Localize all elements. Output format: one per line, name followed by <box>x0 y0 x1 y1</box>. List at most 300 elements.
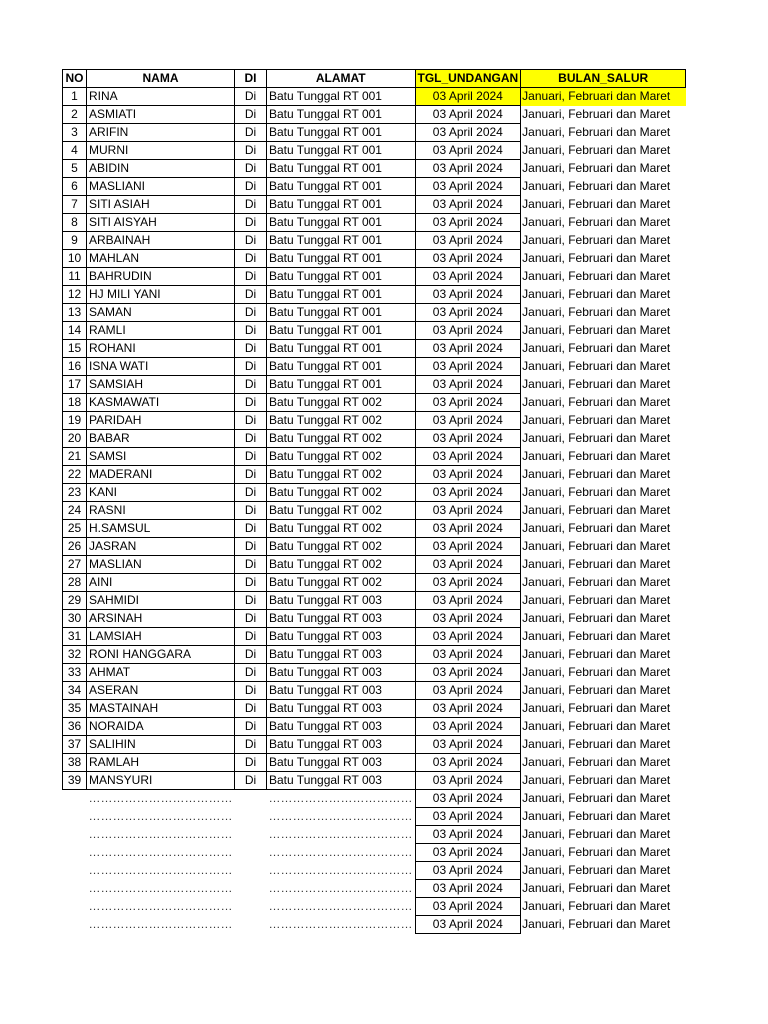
cell-alamat: Batu Tunggal RT 001 <box>267 250 416 268</box>
cell-tgl-undangan: 03 April 2024 <box>415 880 521 898</box>
cell-tgl-undangan: 03 April 2024 <box>415 628 521 646</box>
cell-alamat: Batu Tunggal RT 001 <box>267 340 416 358</box>
table-row <box>63 178 686 196</box>
table-row <box>63 592 686 610</box>
cell-alamat: Batu Tunggal RT 001 <box>267 268 416 286</box>
cell-di: Di <box>235 124 267 142</box>
table-row <box>63 646 686 664</box>
cell-tgl-undangan: 03 April 2024 <box>415 196 521 214</box>
cell-tgl-undangan: 03 April 2024 <box>415 466 521 484</box>
cell-nama-blank: ……………………………… <box>88 917 233 931</box>
cell-no: 2 <box>63 106 87 124</box>
cell-no: 21 <box>63 448 87 466</box>
cell-alamat: Batu Tunggal RT 001 <box>267 142 416 160</box>
cell-bulan-salur: Januari, Februari dan Maret <box>522 683 671 697</box>
cell-di: Di <box>235 376 267 394</box>
cell-di: Di <box>235 196 267 214</box>
cell-di: Di <box>235 628 267 646</box>
cell-nama-blank: ……………………………… <box>88 899 233 913</box>
table-row <box>63 700 686 718</box>
cell-nama: PARIDAH <box>87 412 235 430</box>
cell-bulan-salur: Januari, Februari dan Maret <box>522 773 671 787</box>
cell-tgl-undangan: 03 April 2024 <box>415 412 521 430</box>
cell-tgl-undangan: 03 April 2024 <box>415 862 521 880</box>
cell-nama: KASMAWATI <box>87 394 235 412</box>
cell-nama: H.SAMSUL <box>87 520 235 538</box>
table-row <box>63 502 686 520</box>
cell-di-empty <box>235 862 267 880</box>
cell-tgl-undangan: 03 April 2024 <box>415 718 521 736</box>
cell-nama: ARSINAH <box>87 610 235 628</box>
cell-di: Di <box>235 574 267 592</box>
cell-nama: RONI HANGGARA <box>87 646 235 664</box>
cell-nama-blank: ……………………………… <box>88 827 233 841</box>
cell-bulan-salur: Januari, Februari dan Maret <box>522 503 671 517</box>
cell-alamat: Batu Tunggal RT 002 <box>267 574 416 592</box>
cell-no: 5 <box>63 160 87 178</box>
cell-nama: SITI ASIAH <box>87 196 235 214</box>
cell-alamat: Batu Tunggal RT 002 <box>267 394 416 412</box>
cell-no: 24 <box>63 502 87 520</box>
cell-alamat: Batu Tunggal RT 002 <box>267 484 416 502</box>
cell-no: 32 <box>63 646 87 664</box>
cell-alamat-blank: ……………………………… <box>268 845 413 859</box>
cell-bulan-salur: Januari, Februari dan Maret <box>522 125 671 139</box>
cell-tgl-undangan: 03 April 2024 <box>415 844 521 862</box>
cell-no: 27 <box>63 556 87 574</box>
cell-bulan-salur: Januari, Februari dan Maret <box>522 701 671 715</box>
cell-nama: MURNI <box>87 142 235 160</box>
cell-no: 29 <box>63 592 87 610</box>
cell-tgl-undangan: 03 April 2024 <box>415 556 521 574</box>
table-row <box>63 664 686 682</box>
cell-no-empty <box>63 790 87 808</box>
header-tgl-undangan: TGL_UNDANGAN <box>415 70 521 88</box>
cell-di-empty <box>235 916 267 934</box>
cell-nama: JASRAN <box>87 538 235 556</box>
cell-no: 1 <box>63 88 87 106</box>
cell-tgl-undangan: 03 April 2024 <box>415 394 521 412</box>
cell-di: Di <box>235 664 267 682</box>
cell-di: Di <box>235 268 267 286</box>
cell-alamat: Batu Tunggal RT 003 <box>267 772 416 790</box>
cell-nama: SITI AISYAH <box>87 214 235 232</box>
cell-no-empty <box>63 880 87 898</box>
cell-bulan-salur: Januari, Februari dan Maret <box>522 413 671 427</box>
cell-no-empty <box>63 844 87 862</box>
cell-no: 37 <box>63 736 87 754</box>
cell-alamat: Batu Tunggal RT 001 <box>267 178 416 196</box>
cell-tgl-undangan: 03 April 2024 <box>415 142 521 160</box>
cell-alamat-blank: ……………………………… <box>268 899 413 913</box>
cell-alamat: Batu Tunggal RT 003 <box>267 664 416 682</box>
cell-alamat: Batu Tunggal RT 001 <box>267 196 416 214</box>
cell-alamat: Batu Tunggal RT 003 <box>267 736 416 754</box>
cell-di: Di <box>235 178 267 196</box>
cell-di: Di <box>235 646 267 664</box>
table-row <box>63 322 686 340</box>
table-row <box>63 538 686 556</box>
cell-nama: BAHRUDIN <box>87 268 235 286</box>
cell-nama: LAMSIAH <box>87 628 235 646</box>
cell-bulan-salur: Januari, Februari dan Maret <box>522 395 671 409</box>
cell-nama-blank: ……………………………… <box>88 791 233 806</box>
cell-bulan-salur: Januari, Februari dan Maret <box>522 377 671 391</box>
cell-no: 25 <box>63 520 87 538</box>
cell-alamat: Batu Tunggal RT 002 <box>267 520 416 538</box>
cell-bulan-salur: Januari, Februari dan Maret <box>522 521 671 535</box>
cell-alamat: Batu Tunggal RT 001 <box>267 286 416 304</box>
cell-nama: ASERAN <box>87 682 235 700</box>
cell-bulan-salur: Januari, Februari dan Maret <box>522 215 671 229</box>
cell-tgl-undangan: 03 April 2024 <box>415 214 521 232</box>
cell-nama: KANI <box>87 484 235 502</box>
cell-nama: MASTAINAH <box>87 700 235 718</box>
cell-tgl-undangan: 03 April 2024 <box>415 448 521 466</box>
cell-nama: MADERANI <box>87 466 235 484</box>
table-row <box>63 196 686 214</box>
cell-alamat: Batu Tunggal RT 002 <box>267 538 416 556</box>
cell-no-empty <box>63 916 87 934</box>
cell-bulan-salur: Januari, Februari dan Maret <box>522 665 671 679</box>
cell-alamat: Batu Tunggal RT 001 <box>267 322 416 340</box>
cell-di: Di <box>235 754 267 772</box>
cell-nama-blank: ……………………………… <box>88 845 233 859</box>
cell-alamat-blank: ……………………………… <box>268 863 413 877</box>
cell-tgl-undangan: 03 April 2024 <box>415 304 521 322</box>
cell-tgl-undangan: 03 April 2024 <box>415 826 521 844</box>
table-row <box>63 214 686 232</box>
table-row <box>63 376 686 394</box>
cell-nama: ISNA WATI <box>87 358 235 376</box>
cell-tgl-undangan: 03 April 2024 <box>415 178 521 196</box>
table-row <box>63 124 686 142</box>
cell-di: Di <box>235 286 267 304</box>
blank-row <box>63 862 686 880</box>
cell-no: 8 <box>63 214 87 232</box>
cell-tgl-undangan: 03 April 2024 <box>415 160 521 178</box>
header-row <box>63 70 686 88</box>
cell-nama: RAMLI <box>87 322 235 340</box>
cell-nama: NORAIDA <box>87 718 235 736</box>
cell-alamat: Batu Tunggal RT 002 <box>267 412 416 430</box>
cell-bulan-salur: Januari, Februari dan Maret <box>522 845 671 859</box>
table-row <box>63 520 686 538</box>
cell-bulan-salur: Januari, Februari dan Maret <box>522 485 671 499</box>
cell-bulan-salur: Januari, Februari dan Maret <box>522 827 671 841</box>
cell-alamat: Batu Tunggal RT 003 <box>267 754 416 772</box>
cell-no-empty <box>63 862 87 880</box>
cell-nama: SAMSI <box>87 448 235 466</box>
cell-bulan-salur: Januari, Februari dan Maret <box>522 467 671 481</box>
cell-no: 7 <box>63 196 87 214</box>
cell-nama: SAMSIAH <box>87 376 235 394</box>
cell-bulan-salur: Januari, Februari dan Maret <box>522 161 671 175</box>
table-row <box>63 574 686 592</box>
cell-nama: MASLIAN <box>87 556 235 574</box>
cell-di: Di <box>235 322 267 340</box>
cell-nama: ABIDIN <box>87 160 235 178</box>
blank-row <box>63 898 686 916</box>
cell-nama: HJ MILI YANI <box>87 286 235 304</box>
cell-di-empty <box>235 808 267 826</box>
cell-tgl-undangan: 03 April 2024 <box>415 700 521 718</box>
cell-bulan-salur: Januari, Februari dan Maret <box>522 107 671 121</box>
cell-alamat: Batu Tunggal RT 001 <box>267 160 416 178</box>
cell-alamat: Batu Tunggal RT 003 <box>267 718 416 736</box>
cell-di: Di <box>235 520 267 538</box>
cell-bulan-salur: Januari, Februari dan Maret <box>522 143 671 157</box>
cell-tgl-undangan: 03 April 2024 <box>415 916 521 934</box>
cell-no: 6 <box>63 178 87 196</box>
blank-row <box>63 844 686 862</box>
cell-di: Di <box>235 358 267 376</box>
cell-no: 39 <box>63 772 87 790</box>
cell-tgl-undangan: 03 April 2024 <box>415 286 521 304</box>
cell-di: Di <box>235 484 267 502</box>
cell-alamat: Batu Tunggal RT 003 <box>267 700 416 718</box>
cell-alamat: Batu Tunggal RT 003 <box>267 592 416 610</box>
cell-bulan-salur: Januari, Februari dan Maret <box>522 251 671 265</box>
cell-tgl-undangan: 03 April 2024 <box>415 124 521 142</box>
cell-di: Di <box>235 466 267 484</box>
cell-no: 34 <box>63 682 87 700</box>
cell-di: Di <box>235 592 267 610</box>
cell-nama: ASMIATI <box>87 106 235 124</box>
table-row <box>63 430 686 448</box>
cell-no: 3 <box>63 124 87 142</box>
cell-no: 12 <box>63 286 87 304</box>
cell-nama: SAMAN <box>87 304 235 322</box>
cell-bulan-salur: Januari, Februari dan Maret <box>522 755 671 769</box>
cell-di: Di <box>235 718 267 736</box>
cell-di: Di <box>235 430 267 448</box>
cell-bulan-salur: Januari, Februari dan Maret <box>522 359 671 373</box>
cell-bulan-salur: Januari, Februari dan Maret <box>522 629 671 643</box>
table-row <box>63 718 686 736</box>
cell-no: 30 <box>63 610 87 628</box>
cell-bulan-salur: Januari, Februari dan Maret <box>522 881 671 895</box>
cell-no: 35 <box>63 700 87 718</box>
cell-alamat: Batu Tunggal RT 001 <box>267 214 416 232</box>
cell-di: Di <box>235 394 267 412</box>
cell-no: 36 <box>63 718 87 736</box>
header-nama: NAMA <box>87 70 235 88</box>
table-row <box>63 556 686 574</box>
table-row <box>63 736 686 754</box>
cell-nama: MAHLAN <box>87 250 235 268</box>
cell-nama-blank: ……………………………… <box>88 809 233 823</box>
cell-di: Di <box>235 700 267 718</box>
cell-bulan-salur: Januari, Februari dan Maret <box>522 431 671 445</box>
cell-no-empty <box>63 826 87 844</box>
cell-tgl-undangan: 03 April 2024 <box>415 610 521 628</box>
cell-nama: BABAR <box>87 430 235 448</box>
cell-di: Di <box>235 250 267 268</box>
header-no: NO <box>63 70 87 88</box>
cell-di: Di <box>235 340 267 358</box>
cell-tgl-undangan: 03 April 2024 <box>415 790 521 808</box>
cell-alamat-blank: ……………………………… <box>268 917 413 931</box>
table-row <box>63 466 686 484</box>
cell-bulan-salur: Januari, Februari dan Maret <box>522 737 671 751</box>
cell-di-empty <box>235 880 267 898</box>
cell-di: Di <box>235 232 267 250</box>
table-row <box>63 268 686 286</box>
cell-tgl-undangan: 03 April 2024 <box>415 646 521 664</box>
cell-alamat: Batu Tunggal RT 001 <box>267 88 416 106</box>
cell-di: Di <box>235 304 267 322</box>
table-row <box>63 682 686 700</box>
cell-alamat: Batu Tunggal RT 001 <box>267 376 416 394</box>
cell-tgl-undangan: 03 April 2024 <box>415 376 521 394</box>
cell-nama: MASLIANI <box>87 178 235 196</box>
cell-no: 14 <box>63 322 87 340</box>
cell-no: 23 <box>63 484 87 502</box>
header-di: DI <box>235 70 267 88</box>
cell-no: 38 <box>63 754 87 772</box>
cell-no: 4 <box>63 142 87 160</box>
cell-di: Di <box>235 106 267 124</box>
recipient-table <box>62 69 686 934</box>
table-row <box>63 106 686 124</box>
cell-di: Di <box>235 142 267 160</box>
cell-nama: RASNI <box>87 502 235 520</box>
cell-nama-blank: ……………………………… <box>88 863 233 877</box>
cell-nama: ARIFIN <box>87 124 235 142</box>
cell-bulan-salur: Januari, Februari dan Maret <box>522 197 671 211</box>
blank-row <box>63 790 686 808</box>
cell-tgl-undangan: 03 April 2024 <box>415 520 521 538</box>
cell-tgl-undangan: 03 April 2024 <box>415 322 521 340</box>
blank-row <box>63 826 686 844</box>
blank-row <box>63 916 686 934</box>
cell-bulan-salur: Januari, Februari dan Maret <box>522 719 671 733</box>
cell-bulan-salur: Januari, Februari dan Maret <box>522 179 671 193</box>
table-row <box>63 304 686 322</box>
cell-di: Di <box>235 502 267 520</box>
cell-di: Di <box>235 88 267 106</box>
cell-di-empty <box>235 898 267 916</box>
cell-bulan-salur: Januari, Februari dan Maret <box>522 305 671 319</box>
cell-nama: ARBAINAH <box>87 232 235 250</box>
cell-no: 10 <box>63 250 87 268</box>
cell-bulan-salur: Januari, Februari dan Maret <box>522 269 671 283</box>
cell-no: 15 <box>63 340 87 358</box>
cell-bulan-salur: Januari, Februari dan Maret <box>522 323 671 337</box>
cell-alamat: Batu Tunggal RT 001 <box>267 358 416 376</box>
cell-alamat: Batu Tunggal RT 002 <box>267 430 416 448</box>
table-row <box>63 772 686 790</box>
cell-alamat: Batu Tunggal RT 001 <box>267 124 416 142</box>
cell-alamat-blank: ……………………………… <box>268 809 413 823</box>
cell-tgl-undangan: 03 April 2024 <box>415 88 521 106</box>
cell-bulan-salur: Januari, Februari dan Maret <box>522 539 671 553</box>
cell-tgl-undangan: 03 April 2024 <box>415 232 521 250</box>
cell-bulan-salur: Januari, Februari dan Maret <box>522 899 671 913</box>
cell-tgl-undangan: 03 April 2024 <box>415 340 521 358</box>
table-row <box>63 232 686 250</box>
cell-di: Di <box>235 556 267 574</box>
cell-alamat: Batu Tunggal RT 003 <box>267 610 416 628</box>
cell-bulan-salur: Januari, Februari dan Maret <box>522 611 671 625</box>
cell-no: 26 <box>63 538 87 556</box>
table-row <box>63 754 686 772</box>
cell-di: Di <box>235 214 267 232</box>
table-row <box>63 610 686 628</box>
cell-di: Di <box>235 682 267 700</box>
cell-di: Di <box>235 610 267 628</box>
cell-no: 33 <box>63 664 87 682</box>
cell-nama: AINI <box>87 574 235 592</box>
cell-tgl-undangan: 03 April 2024 <box>415 484 521 502</box>
cell-tgl-undangan: 03 April 2024 <box>415 808 521 826</box>
cell-alamat: Batu Tunggal RT 003 <box>267 682 416 700</box>
cell-bulan-salur: Januari, Februari dan Maret <box>522 449 671 463</box>
cell-no: 28 <box>63 574 87 592</box>
cell-no: 20 <box>63 430 87 448</box>
cell-bulan-salur: Januari, Februari dan Maret <box>522 863 671 877</box>
cell-alamat: Batu Tunggal RT 001 <box>267 232 416 250</box>
cell-nama: AHMAT <box>87 664 235 682</box>
cell-tgl-undangan: 03 April 2024 <box>415 754 521 772</box>
cell-no: 13 <box>63 304 87 322</box>
cell-no: 18 <box>63 394 87 412</box>
cell-no: 17 <box>63 376 87 394</box>
cell-nama: MANSYURI <box>87 772 235 790</box>
cell-alamat: Batu Tunggal RT 003 <box>267 628 416 646</box>
table-row <box>63 286 686 304</box>
cell-tgl-undangan: 03 April 2024 <box>415 772 521 790</box>
cell-nama: RAMLAH <box>87 754 235 772</box>
header-bulan-salur: BULAN_SALUR <box>521 70 686 88</box>
table-body <box>63 88 686 934</box>
cell-no: 22 <box>63 466 87 484</box>
cell-no: 11 <box>63 268 87 286</box>
cell-no: 31 <box>63 628 87 646</box>
cell-no: 9 <box>63 232 87 250</box>
cell-tgl-undangan: 03 April 2024 <box>415 250 521 268</box>
cell-di: Di <box>235 160 267 178</box>
cell-tgl-undangan: 03 April 2024 <box>415 358 521 376</box>
cell-nama: RINA <box>87 88 235 106</box>
cell-alamat: Batu Tunggal RT 001 <box>267 106 416 124</box>
table-row <box>63 88 686 106</box>
blank-row <box>63 880 686 898</box>
table-row <box>63 628 686 646</box>
cell-bulan-salur: Januari, Februari dan Maret <box>521 88 686 106</box>
cell-tgl-undangan: 03 April 2024 <box>415 502 521 520</box>
cell-di: Di <box>235 538 267 556</box>
cell-bulan-salur: Januari, Februari dan Maret <box>522 557 671 571</box>
cell-nama: ROHANI <box>87 340 235 358</box>
blank-row <box>63 808 686 826</box>
cell-di: Di <box>235 448 267 466</box>
cell-alamat: Batu Tunggal RT 002 <box>267 556 416 574</box>
cell-alamat: Batu Tunggal RT 002 <box>267 448 416 466</box>
cell-alamat: Batu Tunggal RT 001 <box>267 304 416 322</box>
cell-tgl-undangan: 03 April 2024 <box>415 682 521 700</box>
cell-no-empty <box>63 898 87 916</box>
cell-tgl-undangan: 03 April 2024 <box>415 574 521 592</box>
cell-alamat: Batu Tunggal RT 002 <box>267 502 416 520</box>
cell-no: 19 <box>63 412 87 430</box>
cell-tgl-undangan: 03 April 2024 <box>415 736 521 754</box>
cell-di: Di <box>235 772 267 790</box>
cell-tgl-undangan: 03 April 2024 <box>415 664 521 682</box>
cell-alamat: Batu Tunggal RT 003 <box>267 646 416 664</box>
cell-di-empty <box>235 790 267 808</box>
